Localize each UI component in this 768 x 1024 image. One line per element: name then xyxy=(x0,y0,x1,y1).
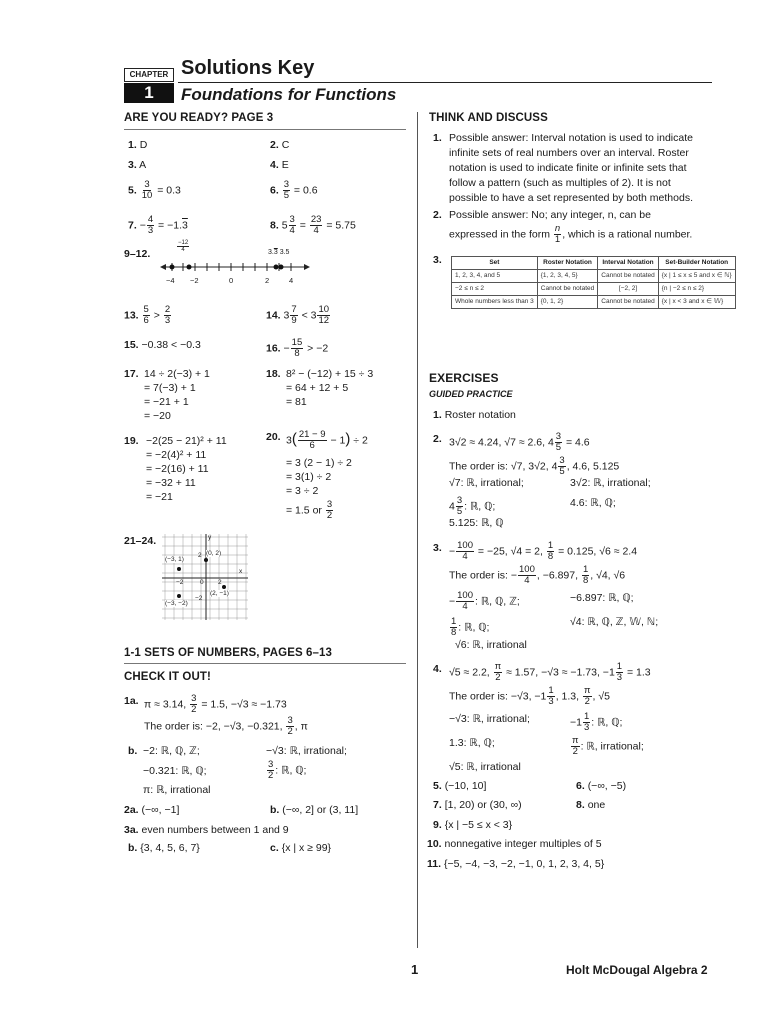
think-answer-3-label: 3. xyxy=(433,254,442,266)
number-line-top-label: 3.3 3.5 xyxy=(268,249,290,256)
answer-3c: c. {x | x ≥ 99} xyxy=(270,842,332,854)
table-cell: {0, 1, 2} xyxy=(537,296,598,309)
section-heading-think: THINK AND DISCUSS xyxy=(429,112,548,124)
section-heading-1-1: 1-1 SETS OF NUMBERS, PAGES 6–13 xyxy=(124,647,333,659)
column-header: Set-Builder Notation xyxy=(658,257,735,270)
section-rule xyxy=(124,663,406,664)
page-subtitle: Foundations for Functions xyxy=(181,85,397,104)
book-title: Holt McDougal Algebra 2 xyxy=(566,963,708,977)
section-heading-exercises: EXERCISES xyxy=(429,371,499,385)
column-divider xyxy=(417,112,418,948)
answer-1a: 1a. π ≈ 3.14, $\frac{3}{2}$ = 1.5, −√3 ≈ −1.73 The order is: −2, −√3, −0.321, $\frac{3}{2}$ , π xyxy=(124,693,308,737)
answer-5: 5. $\frac{3}{10}$ = 0.3 xyxy=(128,179,181,201)
subheading-check-it-out: CHECK IT OUT! xyxy=(124,671,211,683)
table-cell: {n | −2 ≤ n ≤ 2} xyxy=(658,283,735,296)
answer-1b-c2: −√3: ℝ, irrational; xyxy=(266,745,347,757)
exercise-6: 6. (−∞, −5) xyxy=(576,780,627,792)
answer-2: 2. C xyxy=(270,139,290,151)
chapter-tag: CHAPTER xyxy=(124,68,174,82)
table-row xyxy=(452,296,736,309)
number-line-top-fraction: $\frac{-12}{4}$ xyxy=(178,240,189,253)
answer-13: 13. $\frac{5}{6}$ > $\frac{2}{3}$ xyxy=(124,304,171,326)
page-number: 1 xyxy=(411,962,419,977)
answer-1b-label: b. xyxy=(128,745,138,757)
answer-14: 14. 3 $\frac{7}{9}$ < 3 $\frac{10}{12}$ xyxy=(266,304,330,326)
exercise-9: 9. {x | −5 ≤ x < 3} xyxy=(433,819,513,831)
column-header: Interval Notation xyxy=(598,257,659,270)
answer-2b: b. (−∞, 2] or (3, 11] xyxy=(270,804,359,816)
think-answer-2: 2. Possible answer: No; any integer, n, can be expressed in the form $\frac{n}{1}$ , which is a rational number. xyxy=(433,209,693,245)
table-cell: Cannot be notated xyxy=(598,270,659,283)
table-cell: 1, 2, 3, 4, and 5 xyxy=(452,270,538,283)
table-cell: {x | x < 3 and x ∈ 𝕎} xyxy=(658,296,735,309)
answer-9-12-label: 9–12. xyxy=(124,248,151,260)
table-cell: Cannot be notated xyxy=(537,283,598,296)
exercise-8: 8. one xyxy=(576,799,606,811)
subheading-guided-practice: GUIDED PRACTICE xyxy=(429,389,513,399)
answer-1b-c5: π: ℝ, irrational xyxy=(143,784,211,796)
table-cell: {x | 1 ≤ x ≤ 5 and x ∈ ℕ} xyxy=(658,270,735,283)
column-header: Roster Notation xyxy=(537,257,598,270)
header-rule xyxy=(178,82,712,83)
answer-1b-c4: $\frac{3}{2}$ : ℝ, ℚ; xyxy=(268,759,307,781)
exercise-11: 11. {−5, −4, −3, −2, −1, 0, 1, 2, 3, 4, 5} xyxy=(427,858,605,870)
table-cell: [−2, 2] xyxy=(598,283,659,296)
answer-3a: 3a. even numbers between 1 and 9 xyxy=(124,824,289,836)
exercise-4: 4. √5 ≈ 2.2, $\frac{\pi}{2}$ ≈ 1.57, −√3 ≈ −1.73, −1 $\frac{1}{3}$ = 1.3 The order is: −√3, −1 $\frac{1}{3}$ , 1.3, $\frac{\pi}{2}$ , √5 −√3: ℝ, irrational; −1 $\frac{1}{3}$ : ℝ, ℚ; 1.3: ℝ, ℚ; $\frac{\pi}{2}$ : ℝ, irrational; √5: ℝ, irrational xyxy=(433,661,651,773)
answer-15: 15. −0.38 < −0.3 xyxy=(124,339,201,351)
answer-4: 4. E xyxy=(270,159,289,171)
answer-20: 20. 3( $\frac{21 - 9}{6}$ − 1) ÷ 2 = 3 (2 − 1) ÷ 2 = 3(1) ÷ 2 = 3 ÷ 2 = 1.5 or $\frac{3}{2}$ xyxy=(266,429,368,521)
column-header: Set xyxy=(452,257,538,270)
chapter-number: 1 xyxy=(124,83,174,103)
table-header-row xyxy=(452,257,736,270)
table-row xyxy=(452,283,736,296)
table-row xyxy=(452,270,736,283)
section-rule xyxy=(124,129,406,130)
section-heading-ready: ARE YOU READY? PAGE 3 xyxy=(124,112,274,124)
sets-notation-table xyxy=(451,256,736,309)
answer-1: 1. D xyxy=(128,139,148,151)
exercise-7: 7. [1, 20) or (30, ∞) xyxy=(433,799,522,811)
answer-17: 17. 14 ÷ 2(−3) + 1 = 7(−3) + 1 = −21 + 1 = −20 xyxy=(124,368,210,422)
table-cell: Whole numbers less than 3 xyxy=(452,296,538,309)
table-cell: −2 ≤ n ≤ 2 xyxy=(452,283,538,296)
answer-16: 16. − $\frac{15}{8}$ > −2 xyxy=(266,337,329,359)
exercise-5: 5. (−10, 10] xyxy=(433,780,487,792)
answer-7: 7. − $\frac{4}{3}$ = −1.3 xyxy=(128,214,188,236)
answer-1b-c1: −2: ℝ, ℚ, ℤ; xyxy=(143,745,200,757)
grid-labels: y x (−3, 1) (0, 2) (2, −1) (−3, −2) 2 −2 0 2 −2 xyxy=(165,534,243,607)
answer-8: 8. 5 $\frac{3}{4}$ = $\frac{23}{4}$ = 5.75 xyxy=(270,214,356,236)
answer-18: 18. 8² − (−12) + 15 ÷ 3 = 64 + 12 + 5 = 81 xyxy=(266,368,374,408)
think-answer-1: 1. Possible answer: Interval notation is used to indicate infinite sets of real numbers over an interval. Roster notation is used to indicate finite or infinite sets that follow a pattern (such as multiples of 2). It is not possible to have a set represented by both methods. xyxy=(433,132,693,204)
exercise-3: 3. − $\frac{100}{4}$ = −25, √4 = 2, $\frac{1}{8}$ = 0.125, √6 ≈ 2.4 The order is: − $\frac{100}{4}$ , −6.897, $\frac{1}{8}$ , √4, √6 − $\frac{100}{4}$ : ℝ, ℚ, ℤ; −6.897: ℝ, ℚ; $\frac{1}{8}$ : ℝ, ℚ; √4: ℝ, ℚ, ℤ, 𝕎, ℕ; √6: ℝ, irrational xyxy=(433,540,659,651)
exercise-10: 10. nonnegative integer multiples of 5 xyxy=(427,838,602,850)
exercise-1: 1. Roster notation xyxy=(433,409,516,421)
exercise-2: 2. 3√2 ≈ 4.24, √7 ≈ 2.6, 4 $\frac{3}{5}$ = 4.6 The order is: √7, 3√2, 4 $\frac{3}{5}$ , 4.6, 5.125 √7: ℝ, irrational; 3√2: ℝ, irrational; 4 $\frac{3}{5}$ : ℝ, ℚ; 4.6: ℝ, ℚ; 5.125: ℝ, ℚ xyxy=(433,431,651,529)
number-line-tick-labels: −4 −2 0 2 4 xyxy=(166,276,294,285)
answer-21-24-label: 21–24. xyxy=(124,535,157,547)
answer-2a: 2a. (−∞, −1] xyxy=(124,804,180,816)
table-cell: Cannot be notated xyxy=(598,296,659,309)
answer-19: 19. −2(25 − 21)² + 11 = −2(4)² + 11 = −2(16) + 11 = −32 + 11 = −21 xyxy=(124,435,227,503)
table-cell: {1, 2, 3, 4, 5} xyxy=(537,270,598,283)
page-title: Solutions Key xyxy=(181,57,315,79)
answer-6: 6. $\frac{3}{5}$ = 0.6 xyxy=(270,179,318,201)
answer-3b: b. {3, 4, 5, 6, 7} xyxy=(128,842,200,854)
answer-3: 3. A xyxy=(128,159,147,171)
answer-1b-c3: −0.321: ℝ, ℚ; xyxy=(143,765,207,777)
